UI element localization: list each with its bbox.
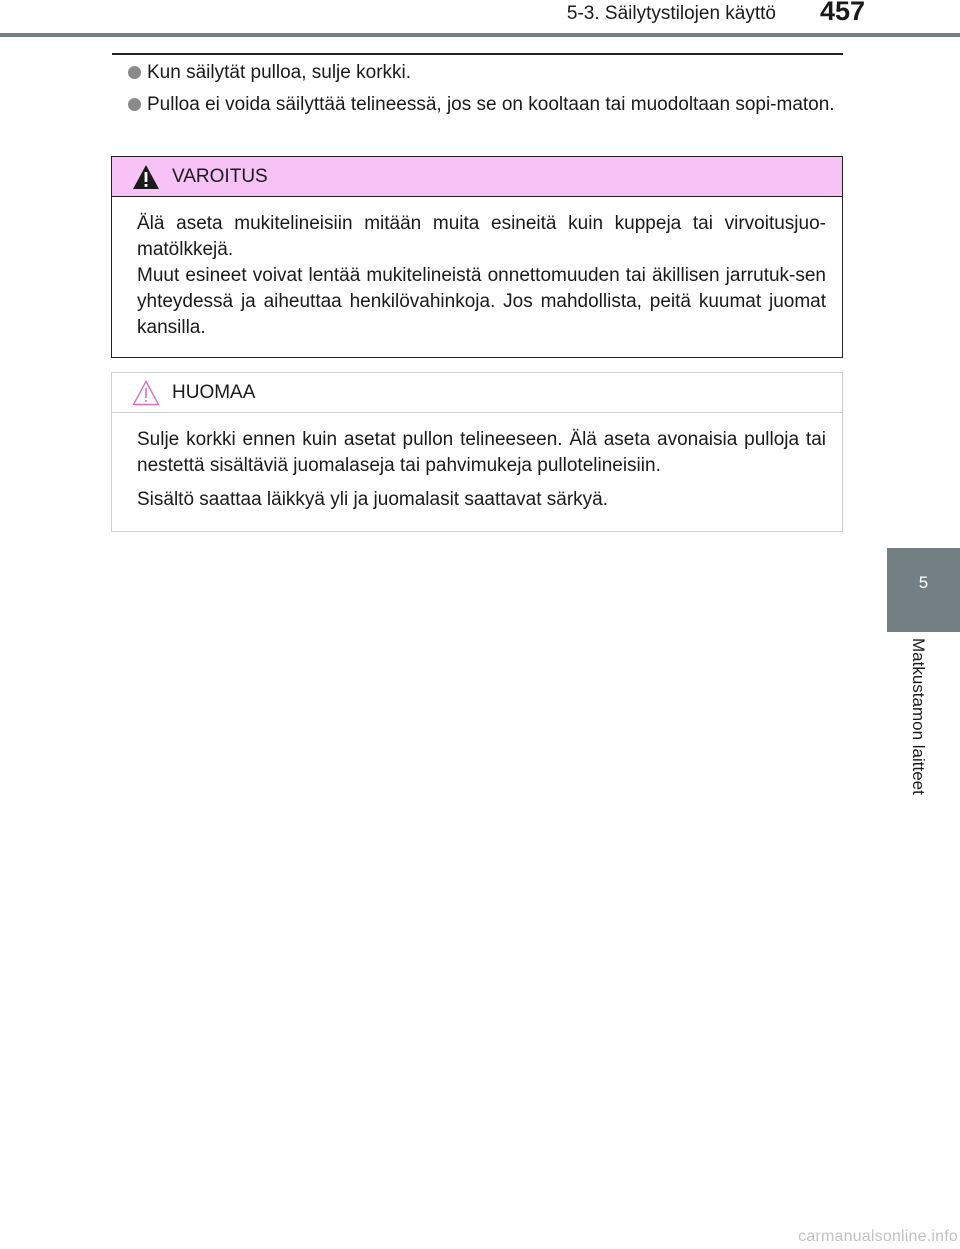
caution-box: [111, 372, 843, 532]
watermark: carmanualsonline.info: [798, 1228, 958, 1245]
header-rule: [0, 33, 960, 37]
warning-paragraph: Muut esineet voivat lentää mukitelineistä onnettomuuden tai äkillisen jarrutuk-sen yhteydessä ja aiheuttaa henkilövahinkoja. Jos mahdollista, peitä kuumat juomat kansilla.: [137, 265, 826, 338]
bullet-text: Pulloa ei voida säilyttää telineessä, jos se on kooltaan tai muodoltaan sopi-maton.: [147, 94, 835, 115]
caution-body: [112, 413, 842, 513]
caution-header: [112, 373, 842, 413]
header-section-title: 5-3. Säilytystilojen käyttö: [566, 3, 776, 24]
bullet-text: Kun säilytät pulloa, sulje korkki.: [147, 62, 412, 83]
warning-triangle-outline-icon: [132, 380, 160, 406]
page-number: 457: [820, 0, 866, 26]
warning-header: [112, 157, 842, 197]
bullet-list: [128, 60, 843, 124]
list-item: [128, 60, 843, 86]
warning-box: [111, 156, 843, 358]
bullet-icon: [128, 98, 141, 111]
content-top-rule: [112, 53, 843, 55]
warning-title: VAROITUS: [172, 166, 268, 187]
caution-title: HUOMAA: [172, 382, 256, 403]
warning-triangle-filled-icon: [132, 164, 160, 190]
list-item: [128, 92, 843, 118]
chapter-title: Matkustamon laitteet: [909, 638, 928, 795]
bullet-icon: [128, 66, 141, 79]
caution-paragraph: Sulje korkki ennen kuin asetat pullon telineeseen. Älä aseta avonaisia pulloja tai nestettä sisältäviä juomalaseja tai pahvimukeja pullotelineisiin.: [137, 429, 826, 476]
chapter-tab: 5: [887, 548, 960, 632]
warning-paragraph: Älä aseta mukitelineisiin mitään muita esineitä kuin kuppeja tai virvoitusjuo-matölkkejä.: [137, 213, 826, 260]
caution-paragraph: Sisältö saattaa läikkyä yli ja juomalasit saattavat särkyä.: [137, 489, 608, 510]
warning-body: [112, 197, 842, 341]
